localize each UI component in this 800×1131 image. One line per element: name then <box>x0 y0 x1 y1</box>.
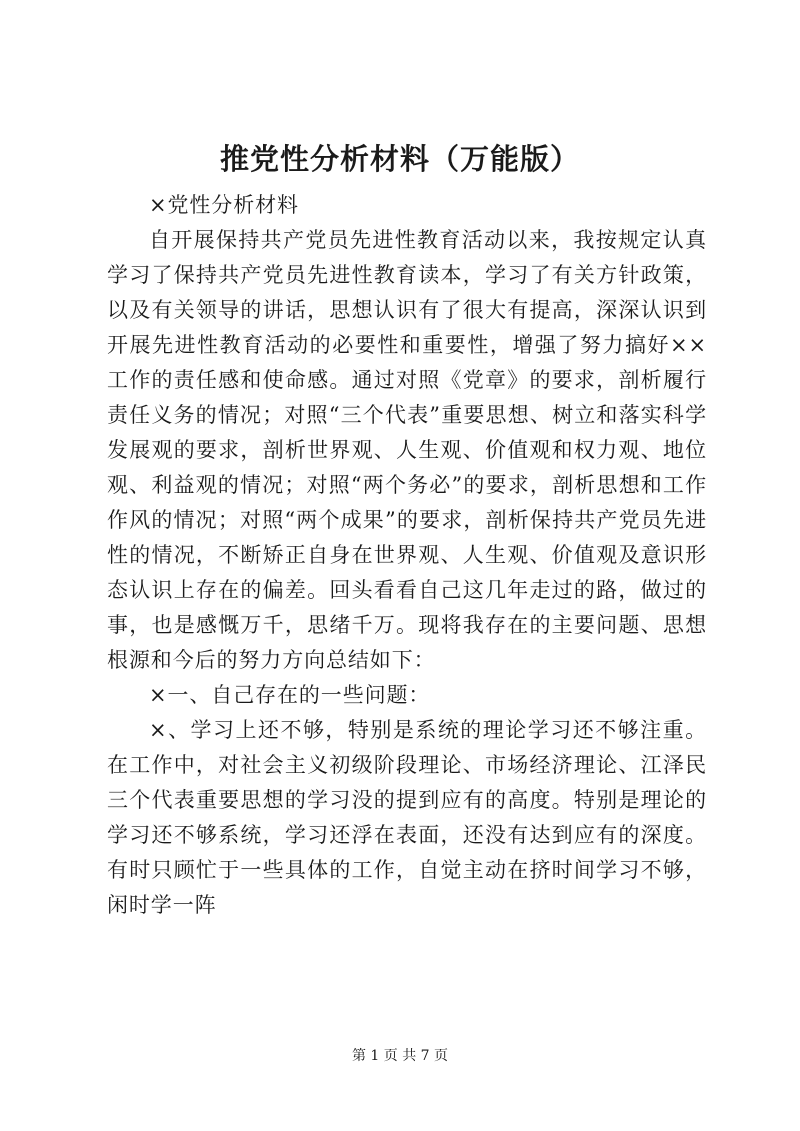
body-paragraph: 自开展保持共产党员先进性教育活动以来，我按规定认真学习了保持共产党员先进性教育读本，学习了有关方针政策，以及有关领导的讲话，思想认识有了很大有提高，深深认识到开展先进性教育活动的必要性和重要性，增强了努力搞好××工作的责任感和使命感。通过对照《党章》的要求，剖析履行责任义务的情况；对照“三个代表”重要思想、树立和落实科学发展观的要求，剖析世界观、人生观、价值观和权力观、地位观、利益观的情况；对照“两个务必”的要求，剖析思想和工作作风的情况；对照“两个成果”的要求，剖析保持共产党员先进性的情况，不断矫正自身在世界观、人生观、价值观及意识形态认识上存在的偏差。回头看看自己这几年走过的路，做过的事，也是感慨万千，思绪千万。现将我存在的主要问题、思想根源和今后的努力方向总结如下： <box>107 228 707 672</box>
page-footer: 第 1 页 共 7 页 <box>351 1048 449 1064</box>
document-title: 推党性分析材料（万能版） <box>219 142 580 176</box>
section-heading: ×一、自己存在的一些问题： <box>149 683 431 707</box>
body-paragraph: ×、学习上还不够，特别是系统的理论学习还不够注重。在工作中，对社会主义初级阶段理论、市场经济理论、江泽民三个代表重要思想的学习没的提到应有的高度。特别是理论的学习还不够系统，学习还浮在表面，还没有达到应有的深度。有时只顾忙于一些具体的工作，自觉主动在挤时间学习不够，闲时学一阵 <box>107 718 707 917</box>
section-heading: ×党性分析材料 <box>149 193 299 217</box>
document-body <box>107 188 707 923</box>
